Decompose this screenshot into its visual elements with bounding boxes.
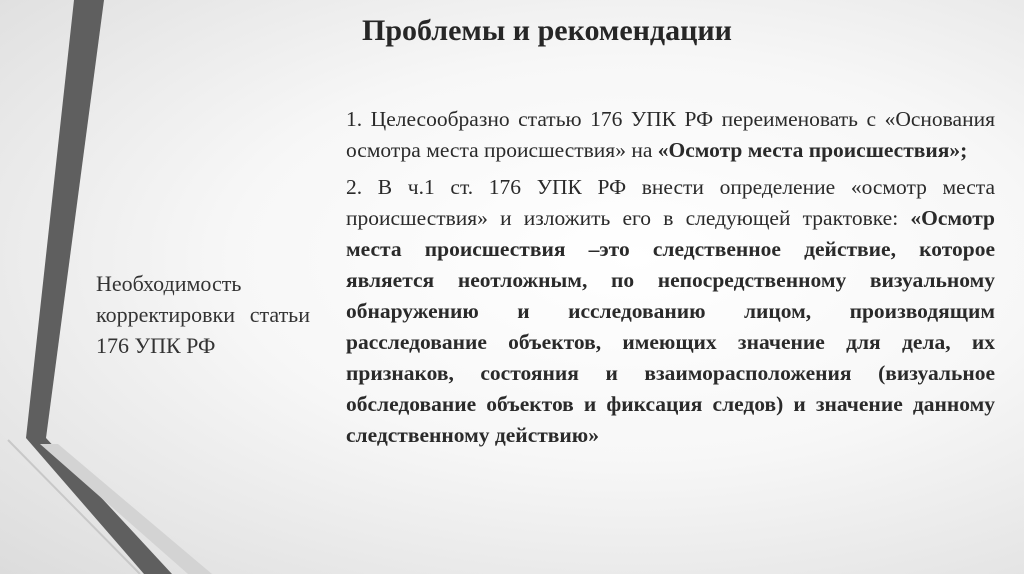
dark-diagonal-bar (26, 438, 172, 574)
recommendation-2-text: 2. В ч.1 ст. 176 УПК РФ внести определение «осмотр места происшествия» и изложить его в следующей трактовке: (346, 175, 995, 230)
recommendation-2-bold: «Осмотр места происшествия –это следственное действие, которое является неотложным, по непосредственному визуальному обнаружению и исследованию лицом, производящим расследование объектов, имеющих значение для дела, их признаков, состояния и взаиморасположения (визуальное обследование объектов и фиксация следов) и значение данному следственному действию» (346, 206, 995, 447)
recommendation-1-bold: «Осмотр места происшествия»; (657, 138, 968, 162)
recommendations-list (346, 104, 995, 451)
recommendation-1-text: 1. Целесообразно статью 176 УПК РФ переименовать с «Основания осмотра места происшествия» на (346, 107, 995, 162)
slide-title: Проблемы и рекомендации (362, 14, 732, 47)
light-diagonal-bar (40, 444, 212, 574)
dark-vertical-bar (26, 0, 104, 438)
recommendation-item-1 (346, 104, 995, 166)
left-caption: Необходимость корректировки статьи 176 УПК РФ (96, 271, 310, 358)
recommendation-item-2 (346, 172, 995, 451)
